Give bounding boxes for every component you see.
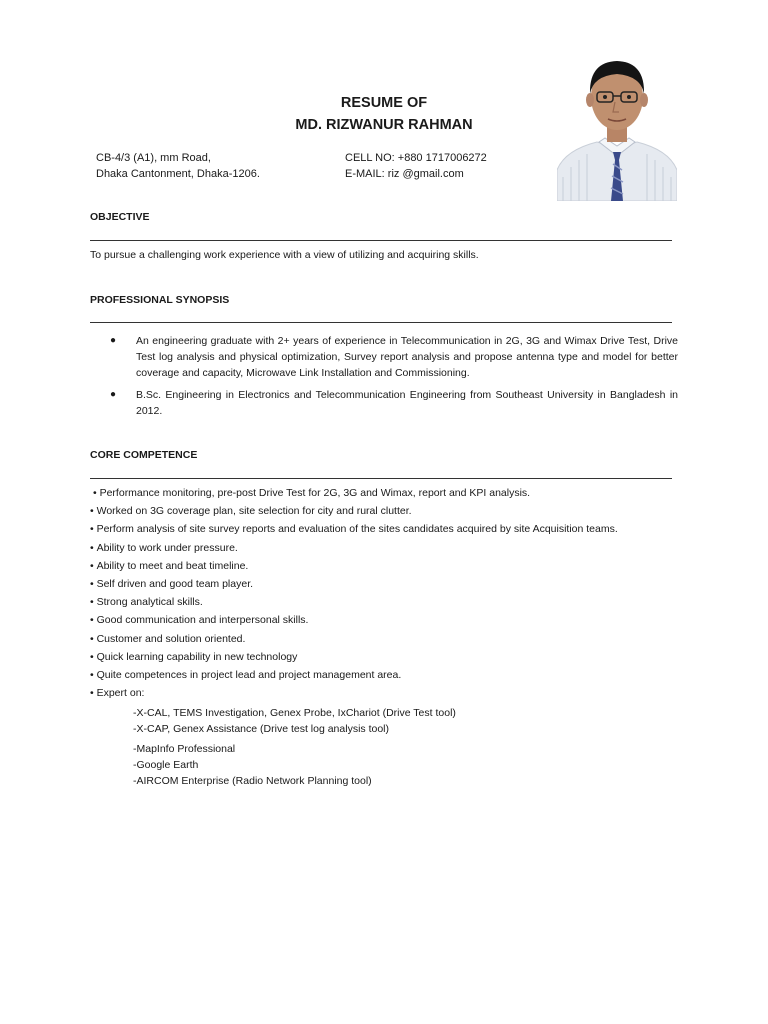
list-item: • Quick learning capability in new technology [90,648,690,666]
tool-item: -Google Earth [133,759,199,771]
cell-number: CELL NO: +880 1717006272 [345,152,487,164]
synopsis-item-text: B.Sc. Engineering in Electronics and Telecommunication Engineering from Southeast University in Bangladesh in 2012. [136,389,678,417]
list-item: • Ability to meet and beat timeline. [90,557,690,575]
competence-heading: CORE COMPETENCE [90,449,198,461]
synopsis-item [110,333,678,383]
objective-text: To pursue a challenging work experience with a view of utilizing and acquiring skills. [90,249,479,261]
tool-item: -X-CAL, TEMS Investigation, Genex Probe, IxChariot (Drive Test tool) [133,707,456,719]
profile-photo-icon [557,52,677,201]
list-item: • Expert on: [90,684,690,702]
section-divider [90,478,672,479]
tools-group-planning [133,741,372,789]
list-item: • Customer and solution oriented. [90,630,690,648]
profile-photo [557,52,677,201]
synopsis-item-text: An engineering graduate with 2+ years of experience in Telecommunication in 2G, 3G and Wimax Drive Test, Drive Test log analysis and physical optimization, Survey report analysis and propose antenna type and model for better coverage and capacity, Microwave Link Installation and Commissioning. [136,335,678,379]
synopsis-heading: PROFESSIONAL SYNOPSIS [90,294,230,306]
list-item: • Strong analytical skills. [90,593,690,611]
tool-item: -MapInfo Professional [133,743,236,755]
list-item: • Good communication and interpersonal skills. [90,611,690,629]
address-line-2: Dhaka Cantonment, Dhaka-1206. [96,168,260,180]
objective-heading: OBJECTIVE [90,211,150,223]
list-item: • Ability to work under pressure. [90,539,690,557]
tool-item: -X-CAP, Genex Assistance (Drive test log analysis tool) [133,723,389,735]
competence-list [90,484,690,702]
tools-group-drive-test [133,705,456,737]
list-item: • Worked on 3G coverage plan, site selection for city and rural clutter. [90,502,690,520]
address-line-1: CB-4/3 (A1), mm Road, [96,152,211,164]
tool-item: -AIRCOM Enterprise (Radio Network Planning tool) [133,775,372,787]
list-item: • Perform analysis of site survey reports and evaluation of the sites candidates acquired by site Acquisition teams. [90,520,690,538]
email-address: E-MAIL: riz @gmail.com [345,168,464,180]
resume-title: RESUME OF [340,95,428,111]
candidate-name: MD. RIZWANUR RAHMAN [295,117,473,133]
synopsis-item [110,387,678,421]
list-item: • Quite competences in project lead and project management area. [90,666,690,684]
list-item: • Performance monitoring, pre-post Drive Test for 2G, 3G and Wimax, report and KPI analysis. [90,484,690,502]
section-divider [90,322,672,323]
bullet-icon: ● [110,335,117,346]
bullet-icon: ● [110,389,117,400]
section-divider [90,240,672,241]
list-item: • Self driven and good team player. [90,575,690,593]
contact-block [345,150,487,182]
address-block [96,150,260,182]
